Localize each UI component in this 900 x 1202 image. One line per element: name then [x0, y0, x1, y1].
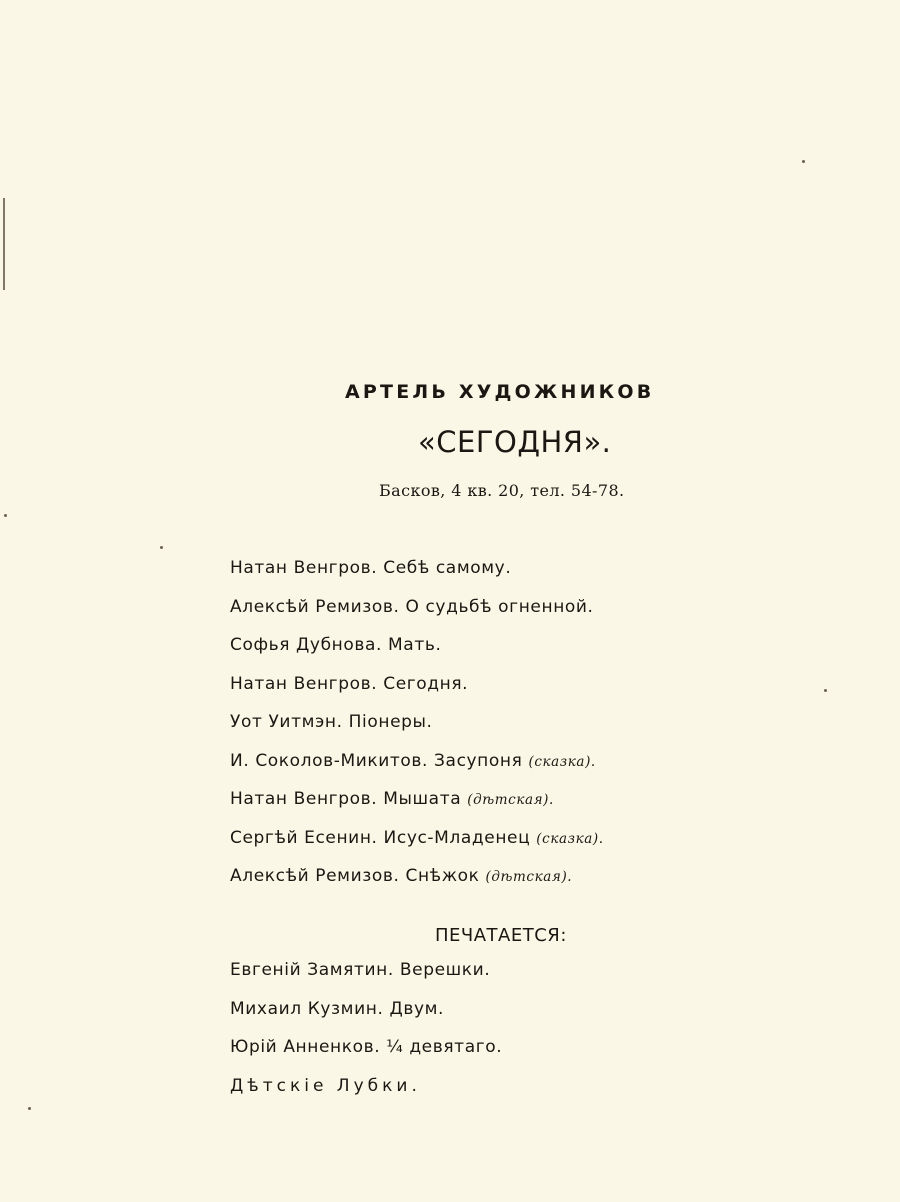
- speck: [160, 546, 163, 549]
- genre-note: (дѣтская).: [467, 792, 554, 808]
- speck: [802, 160, 805, 163]
- entry-text: Алексѣй Ремизов. О судьбѣ огненной.: [230, 596, 594, 617]
- printing-heading: ПЕЧАТАЕТСЯ:: [435, 925, 567, 946]
- genre-note: (сказка).: [536, 830, 604, 847]
- entry-text: Сергѣй Есенин. Исус-Младенец: [230, 827, 531, 848]
- published-list: [230, 558, 750, 905]
- list-item: [230, 712, 750, 751]
- entry-text: Софья Дубнова. Мать.: [230, 635, 442, 655]
- list-item: [230, 558, 750, 597]
- list-item: [230, 635, 750, 674]
- publisher-address: Басков, 4 кв. 20, тел. 54-78.: [379, 481, 625, 500]
- entry-text: Натан Венгров. Себѣ самому.: [230, 558, 512, 578]
- speck: [28, 1107, 31, 1110]
- list-item: [230, 751, 750, 790]
- list-item: [230, 999, 750, 1038]
- list-item: [230, 789, 750, 828]
- genre-note: (сказка).: [528, 753, 596, 770]
- speck: [4, 514, 7, 517]
- list-item: [230, 960, 750, 999]
- list-item: [230, 1076, 750, 1115]
- list-item: [230, 1037, 750, 1076]
- entry-text: Михаил Кузмин. Двум.: [230, 998, 445, 1019]
- list-item: [230, 597, 750, 636]
- entry-text: Евгеній Замятин. Верешки.: [230, 960, 491, 980]
- entry-text: Алексѣй Ремизов. Снѣжок: [230, 866, 480, 886]
- entry-text: Натан Венгров. Сегодня.: [230, 673, 469, 694]
- entry-text: Дѣтскіе Лубки.: [230, 1075, 421, 1096]
- publisher-name: АРТЕЛЬ ХУДОЖНИКОВ: [345, 381, 655, 403]
- entry-text: Юрій Анненков. ¼ девятаго.: [230, 1037, 503, 1057]
- speck: [824, 689, 827, 692]
- entry-text: Натан Венгров. Мышата: [230, 789, 462, 809]
- entry-text: Уот Уитмэн. Піонеры.: [230, 712, 433, 732]
- entry-text: И. Соколов-Микитов. Засупоня: [230, 750, 523, 771]
- list-item: [230, 866, 750, 905]
- genre-note: (дѣтская).: [485, 869, 573, 885]
- list-item: [230, 828, 750, 867]
- printing-list: [230, 960, 750, 1114]
- page-edge-mark: [3, 198, 5, 290]
- list-item: [230, 674, 750, 713]
- imprint-title: «СЕГОДНЯ».: [418, 425, 612, 459]
